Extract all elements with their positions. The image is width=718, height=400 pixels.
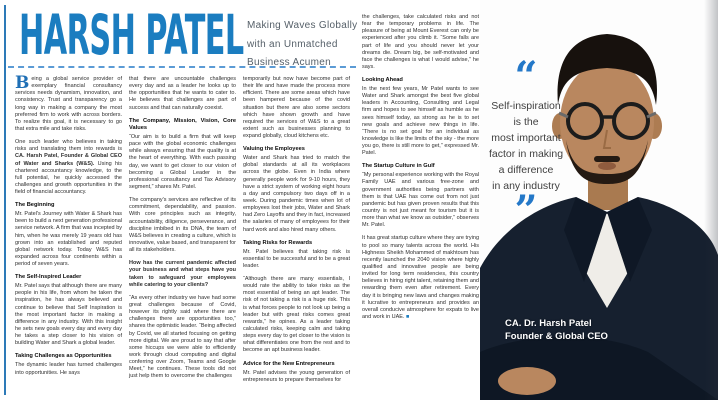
paragraph: the challenges, take calculated risks and not fear the temporary problems in life. The pleasure of being at Mount Everest can only be experienced after you climb it. “Some falls are part of life and you should never let your dreams die. Dream big, be self-motivated and face the challenges is what I would advise,” he says. [362,14,479,70]
section-heading: The Self-Inspired Leader [15,274,82,281]
pull-quote [481,53,571,234]
section-heading: Looking Ahead [362,77,403,84]
quote-line: factor in making [488,148,564,160]
tagline-line: with an Unmatched [247,38,338,50]
caption-name: CA. Dr. Harsh Patel [505,318,592,329]
article-column-4 [362,14,479,327]
section-heading: Valuing the Employees [243,146,305,153]
portrait-caption [505,318,608,343]
section-heading: Taking Challenges as Opportunities [15,353,112,360]
mouth-shape [598,162,616,170]
moustache-shape [594,156,620,162]
article-column-1 [15,73,122,383]
quote-line: is the [513,116,539,128]
paragraph: It has great startup culture where they are trying to pool so many talents across the world. His Highness Sheikh Mohammed of makhtoum has recently launched the 2040 vision where highly qualified and innovative people are being invited for long term residencies, this country believes in hiring right talent, retaining them and rewarding them even after retirement. Every day it is bringing new laws and changes making it lucrative to entrepreneurs and provides an overall conducive atmosphere for expats to live and work in UAE. ■ [362,235,479,321]
paragraph: Mr. Patel advises the young generation of entrepreneurs to prepare themselves for [243,369,350,383]
paragraph: temporarily but now have become part of their life and have made the process more efficient. There are some areas which have been hampered because of the covid situation but there are also some sectors which have shown growth and have required the services of W&S to a great extent such as businesses planning to expand globally, cloud kitchens etc. [243,76,350,140]
open-quote-icon: “ [514,53,538,100]
paragraph: In the next few years, Mr Patel wants to see Water and Shark amongst the best five global leaders in Accounting, Consulting and Legal firm and hopes to see himself as humble as he sees himself today, as strong as he is to set new goals and achieve new things in life. “There is no set goal for an individual as knowledge is like the limits of the sky - the more you go, there is still more to get,” expressed Mr. Patel. [362,86,479,157]
section-heading: Advice for the New Entrepreneurs [243,360,335,367]
paragraph: that there are uncountable challenges every day and as a leader he looks up to the opportunities that he wants to cater to. He believes that challenges are part of success and that can naturally coexist. [129,76,236,111]
paragraph: The dynamic leader has turned challenges into opportunities. He says [15,362,122,376]
paragraph: The company's services are reflective of its commitment, dependability, and passion. With core principles such as integrity, accountability, diligence, perseverance, and discipline imbibed in its DNA, the team of W&S believes in creating a culture, which is innovative, value based, and transparent for all its stakeholders. [129,197,237,254]
close-quote-icon: ” [514,187,538,234]
header-divider [8,66,356,68]
left-accent-rule [4,5,6,395]
tagline-line: Making Waves Globally [247,20,358,31]
quote-text [481,98,571,194]
section-heading: The Startup Culture in Gulf [362,163,435,170]
section-heading: Taking Risks for Rewards [243,239,313,246]
paragraph: Mr. Patel's Journey with Water & Shark has been to build a next generation professional service network. A firm that was incepted by him, when he was merely 19 years old has grown into an established and reputed global network today. Today W&S has expanded across four continents within a period of seven years. [15,211,122,268]
paragraph: Water and Shark has tried to match the global standards at all its workplaces across the globe. Even in India where generally people work for 9-10 hours, they have a strict system of working eight hours a day and compulsory two days off in a week. During pandemic times when lot of employees lost their jobs, Water and Shark had Zero Layoffs and they in fact, increased the salaries of many of employees for their hard work and also hired many others. [243,155,350,233]
quote-line: a difference [498,164,554,176]
hand-shape [498,367,556,395]
tagline [247,17,367,73]
tagline-line: Business Acumen [247,57,331,68]
paragraph: “My personal experience working with the Royal Family UAE and various free-zone and government authorities being partners with them is that UAE has come out from not just pandemic but has given proven results that this country is not just meant for tourism but it is more than what we know as outsider,” observes Mr. Patel. [362,172,479,229]
paragraph: Mr. Patel says that although there are many people in his life, from whom he taken the inspiration, he has always believed and continue to believe that Self Inspiration is the most important factor in making a difference in any industry. With this insight he sets new goals every day and every day he takes a step closer to his vision of building Water and Shark a global leader. [15,283,122,347]
dropcap: B [15,73,30,93]
caption-role: Founder & Global CEO [505,330,608,342]
article-column-3 [243,76,350,390]
article-column-2 [129,76,236,387]
paragraph: “Our aim is to build a firm that will keep pace with the global economic challenges while always ensuring that the quality is at the heart of everything. With each passing day, we want to get closer to our vision of becoming a Global Leader in the professional consultancy and Tax Advisory segment,” shares Mr. Patel. [129,134,236,190]
paragraph: How has the current pandemic affected your business and what steps have you taken to safeguard your employees while catering to your clients? [129,260,236,288]
paragraph: One such leader who believes in taking risks and translating them into rewards is CA. Harsh Patel, Founder & Global CEO of Water and Sharks (W&S). Using his chartered accountancy knowledge, to the full potential, he quickly accessed the challenges and growth opportunities in the field of financial accountancy. [15,139,122,196]
section-heading: The Beginning [15,202,55,209]
article-end-mark-icon: ■ [404,314,410,321]
page-title-text: HARSH PATEL [19,3,244,67]
paragraph: “Although there are many essentials, I would rate the ability to take risks as the most essential of being an apt leader. The risk of not taking a risk is a huge risk. This is what forces people to not look up being a leader but with great risks comes great rewards,” he opines. As a leader taking calculated risks, keeping calm and taking steps every day to get closer to the vision is what differentiates one from the rest and to become an apt business leader. [243,276,350,354]
paragraph: “As every other industry we have had some great challenges because of Covid, however its rightly said where there are challenges there are opportunities too,” shares the optimistic leader. “Being affected by Covid, we all started focusing on getting more digital. We are proud to say that after some hiccups we were able to efficiently work through cloud computing and digital conferring over Zoom, Teams and Google Meet,” he continues. These tools did not just help them to overcome the challenges [129,294,236,380]
paragraph: Being a global service provider of exemplary financial consultancy services needs dynamism, innovation, and consistency. Trust and transparency go a long way in making a company the most preferred firm to work with across borders. To realize this goal, it is necessary to go that extra mile and take risks. [15,73,122,132]
section-heading: The Company, Mission, Vision, Core Values [129,117,236,132]
quote-line: in any industry [492,180,560,192]
page-edge-shadow [704,0,718,400]
quote-line: Self-inspiration [491,100,561,112]
paragraph: Mr. Patel believes that taking risk is essential to be successful and to be a great leader. [243,248,350,269]
quote-line: most important [491,132,561,144]
